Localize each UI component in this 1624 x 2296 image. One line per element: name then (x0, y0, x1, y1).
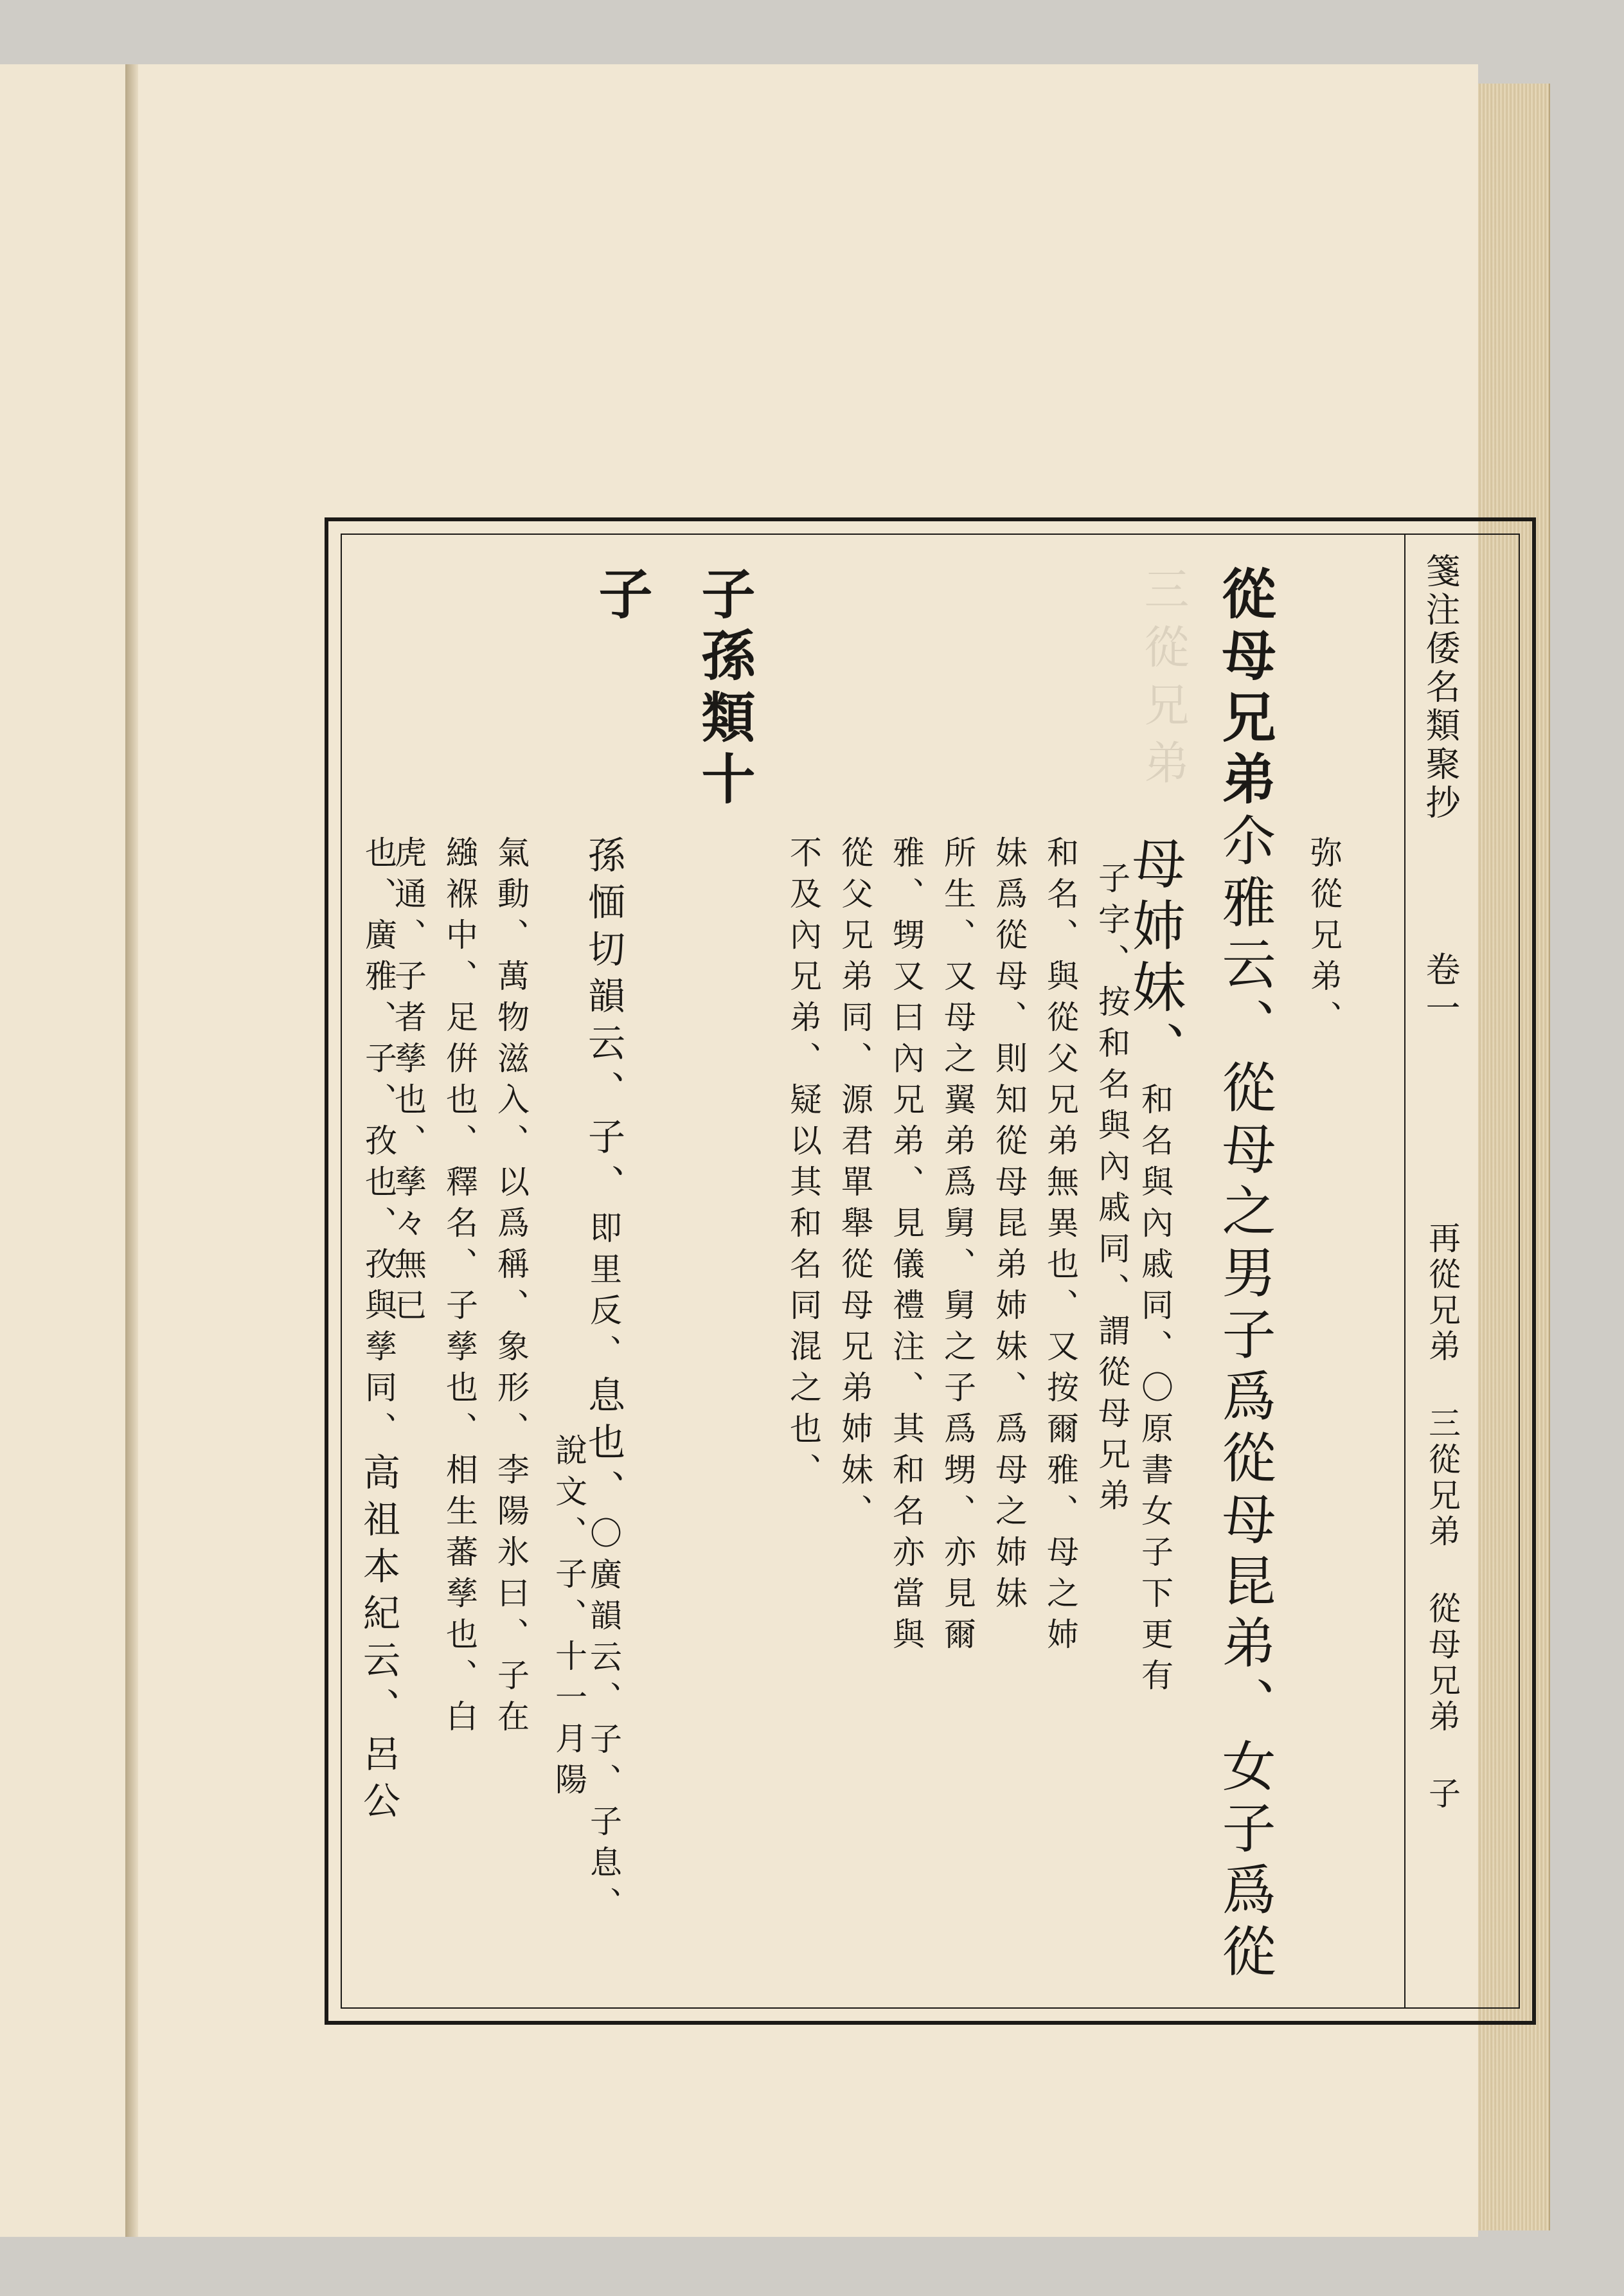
text-column-14: 說文、子、十一月陽 (550, 1433, 587, 1804)
text-column-8: 雅、甥又曰內兄弟、見儀禮注、其和名亦當與 (888, 836, 925, 1658)
text-column-6: 妹爲從母、則知從母昆弟姉妹、爲母之姉妹 (990, 836, 1028, 1617)
annotation-guangya: 也、廣雅、子、孜也、孜與孳同、 (360, 836, 397, 1453)
entry-text-zi: 孫愐切韻云、子、 (582, 836, 625, 1211)
text-column-5: 和名、與從父兄弟無異也、又按爾雅、母之姉 (1042, 836, 1079, 1658)
section-topics: 再從兄弟 三從兄弟 從母兄弟 子 (1423, 1221, 1461, 1813)
annotation-zi: 〇廣韻云、子、子息、 (585, 1516, 622, 1928)
text-column-1: 弥從兄弟、 (1305, 836, 1343, 1041)
text-column-3 (1123, 836, 1186, 1993)
book-title: 箋注倭名類聚抄 (1420, 553, 1461, 823)
volume-number: 卷一 (1420, 951, 1461, 1028)
entry-text: 尒雅云、從母之男子爲從母昆弟、女子爲從 (1213, 812, 1276, 1985)
text-column-16: 繈褓中、足倂也、釋名、子孳也、相生蕃孳也、白 (441, 836, 478, 1741)
section-heading: 子孫類十 (693, 566, 756, 812)
entry-heading: 從母兄弟 (1213, 566, 1277, 812)
text-column-4: 子字、按和名與內戚同、謂從母兄弟 (1093, 861, 1130, 1520)
text-column-17: 虎通、子者孳也、孳々無已 (389, 836, 427, 1329)
entry-text-zi-2: 息也、 (582, 1376, 625, 1516)
book-gutter (125, 64, 138, 2237)
show-through-text: 三從兄弟 (1137, 566, 1190, 797)
text-column-9: 從父兄弟同、源君單舉從母兄弟姉妹、 (836, 836, 873, 1535)
text-column-7: 所生、又母之翼弟爲舅、舅之子爲甥、亦見爾 (939, 836, 976, 1658)
entry-heading-zi: 子 (590, 566, 654, 627)
text-column-15: 氣動、萬物滋入、以爲稱、象形、李陽氷曰、子在 (492, 836, 530, 1741)
left-page (0, 64, 127, 2237)
text-column-2 (1213, 566, 1277, 1993)
annotation: 和名與內戚同、〇原書女子下更有 (1136, 1082, 1173, 1700)
text-column-18 (357, 836, 400, 1993)
margin-rule (1404, 534, 1405, 2009)
running-head (1407, 553, 1465, 1993)
text-column-13 (582, 836, 625, 1993)
text-column-10: 不及內兄弟、疑以其和名同混之也、 (785, 836, 822, 1494)
reading-note: 即里反、 (585, 1211, 622, 1376)
entry-text-cont: 母姉妹、 (1123, 836, 1186, 1082)
entry-text-gaozu: 高祖本紀云、呂公 (357, 1453, 400, 1828)
